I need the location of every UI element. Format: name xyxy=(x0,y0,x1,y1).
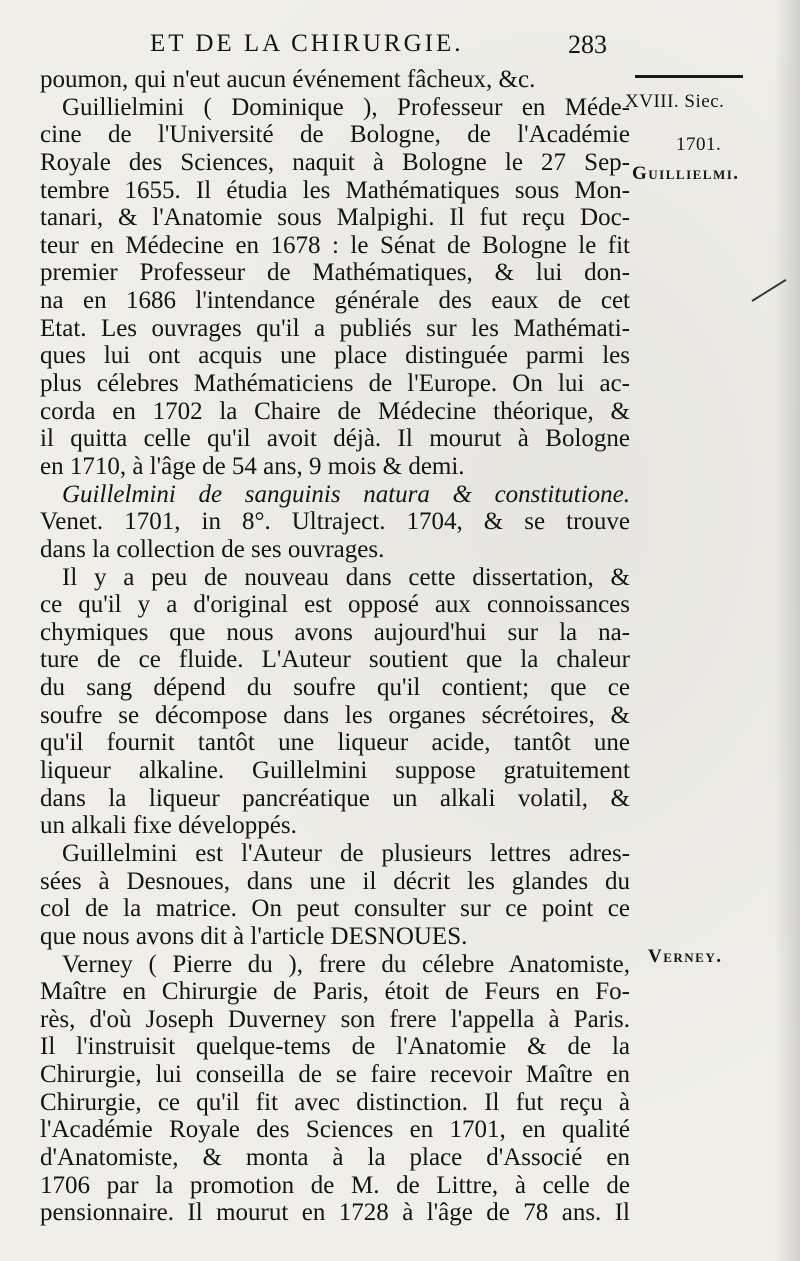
text-line: Chirurgie, ce qu'il fit avec distinction. Il fut reçu à xyxy=(40,1088,630,1116)
text-line: Etat. Les ouvrages qu'il a publiés sur les Mathémati- xyxy=(40,314,630,342)
text-line: ce qu'il y a d'original est opposé aux connoissances xyxy=(40,591,630,619)
text-line: 1706 par la promotion de M. de Littre, à celle de xyxy=(40,1171,630,1199)
text-line: Maître en Chirurgie de Paris, étoit de Feurs en Fo- xyxy=(40,978,630,1006)
text-line: dans la liqueur pancréatique un alkali volatil, & xyxy=(40,784,630,812)
text-line: premier Professeur de Mathématiques, & lui don- xyxy=(40,259,630,287)
text-line: chymiques que nous avons aujourd'hui sur la na- xyxy=(40,618,630,646)
citation-line: dans la collection de ses ouvrages. xyxy=(40,535,385,563)
text-line: tembre 1655. Il étudia les Mathématiques sous Mon- xyxy=(40,176,630,204)
margin-century: XVIII. Siec. xyxy=(625,91,725,112)
text-line: col de la matrice. On peut consulter sur ce point ce xyxy=(40,895,630,923)
running-head: ET DE LA CHIRURGIE. xyxy=(150,30,464,57)
text-line: poumon, qui n'eut aucun événement fâcheux, &c. xyxy=(40,66,536,93)
margin-rule xyxy=(635,75,743,78)
text-line: en 1710, à l'âge de 54 ans, 9 mois & demi. xyxy=(40,452,465,480)
margin-name-guillielmi: Guillielmi. xyxy=(632,163,740,184)
text-line: qu'il fournit tantôt une liqueur acide, tantôt une xyxy=(40,729,630,757)
text-line: Royale des Sciences, naquit à Bologne le 27 Sep- xyxy=(40,148,630,176)
text-line: liqueur alkaline. Guillelmini suppose gratuitement xyxy=(40,757,630,785)
text-line: il quitta celle qu'il avoit déjà. Il mourut à Bologne xyxy=(40,425,630,453)
text-line: plus célebres Mathématiciens de l'Europe. On lui ac- xyxy=(40,370,630,398)
text-line: cine de l'Université de Bologne, de l'Académie xyxy=(40,121,630,149)
page-header xyxy=(0,30,640,64)
text-line: soufre se décompose dans les organes sécrétoires, & xyxy=(40,701,630,729)
text-line: Il y a peu de nouveau dans cette dissertation, & xyxy=(62,563,630,591)
text-line: ques lui ont acquis une place distinguée parmi les xyxy=(40,342,630,370)
page-number: 283 xyxy=(568,30,607,59)
text-line: na en 1686 l'intendance générale des eaux de cet xyxy=(40,287,630,315)
text-line: ture de ce fluide. L'Auteur soutient que la chaleur xyxy=(40,646,630,674)
main-text xyxy=(40,66,630,1227)
text-line: pensionnaire. Il mourut en 1728 à l'âge de 78 ans. Il xyxy=(40,1199,630,1227)
text-line: Verney ( Pierre du ), frere du célebre Anatomiste, xyxy=(62,950,630,978)
text-line: Guillielmini ( Dominique ), Professeur en Méde- xyxy=(62,93,630,121)
text-line: teur en Médecine en 1678 : le Sénat de Bologne le fit xyxy=(40,231,630,259)
text-line: du sang dépend du soufre qu'il contient; que ce xyxy=(40,674,630,702)
text-line: l'Académie Royale des Sciences en 1701, en qualité xyxy=(40,1116,630,1144)
text-line: Guillelmini est l'Auteur de plusieurs lettres adres- xyxy=(62,839,630,867)
text-line: rès, d'où Joseph Duverney son frere l'appella à Paris. xyxy=(40,1005,630,1033)
text-line: d'Anatomiste, & monta à la place d'Associé en xyxy=(40,1143,630,1171)
text-line: tanari, & l'Anatomie sous Malpighi. Il fut reçu Doc- xyxy=(40,204,630,232)
text-line: Chirurgie, lui conseilla de se faire recevoir Maître en xyxy=(40,1061,630,1089)
text-line: que nous avons dit à l'article DESNOUES. xyxy=(40,922,468,950)
citation-line: Guillelmini de sanguinis natura & constitutione. xyxy=(62,480,630,508)
margin-year: 1701. xyxy=(676,134,722,155)
text-line: sées à Desnoues, dans une il décrit les glandes du xyxy=(40,867,630,895)
margin-name-verney: Verney. xyxy=(648,946,723,967)
text-line: corda en 1702 la Chaire de Médecine théorique, & xyxy=(40,397,630,425)
page-edge-shadow xyxy=(774,0,800,1261)
text-line: un alkali fixe développés. xyxy=(40,812,297,840)
text-line: Il l'instruisit quelque-tems de l'Anatomie & de la xyxy=(40,1033,630,1061)
citation-line: Venet. 1701, in 8°. Ultraject. 1704, & se trouve xyxy=(40,508,630,536)
